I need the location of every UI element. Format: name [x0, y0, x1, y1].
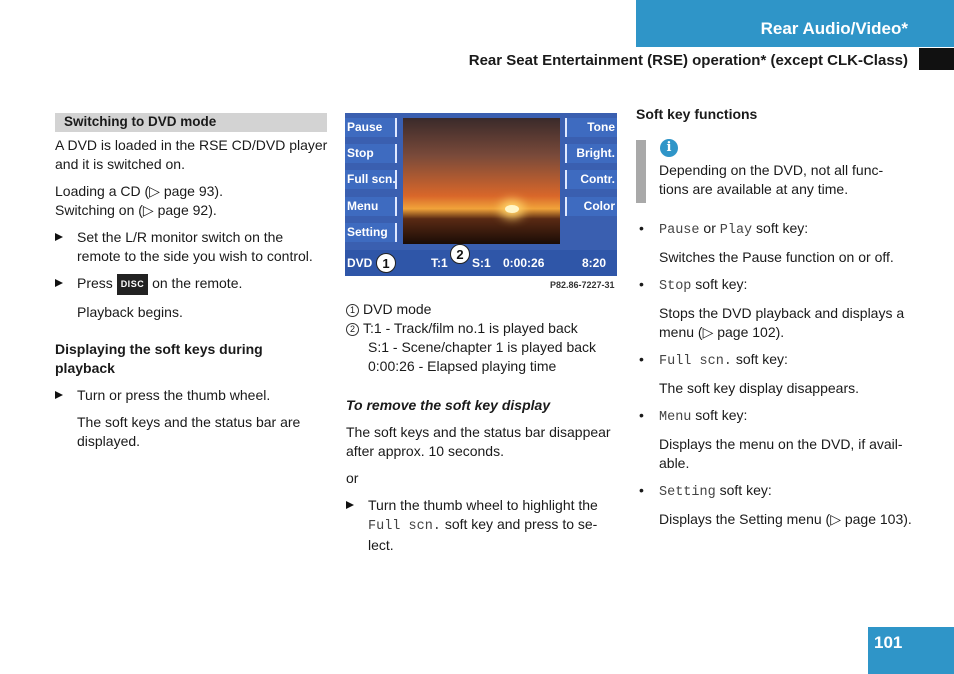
- step-thumb-wheel: Turn or press the thumb wheel.: [55, 386, 329, 405]
- list-item: • Menu soft key: Displays the menu on the DVD, if avail-able.: [639, 407, 903, 471]
- softkey-bright: Bright.: [565, 144, 617, 163]
- bullet-icon: •: [639, 276, 644, 292]
- softkey-color: Color: [565, 197, 617, 216]
- info-icon: i: [660, 139, 678, 157]
- list-item: • Full scn. soft key: The soft key display disappears.: [639, 351, 859, 396]
- section-title: Switching to DVD mode: [55, 113, 327, 132]
- step-arrow-icon: [346, 501, 354, 509]
- bullet-icon: •: [639, 407, 644, 423]
- loading-cd-ref: Loading a CD (▷ page 93).: [55, 183, 223, 199]
- list-item: • Stop soft key: Stops the DVD playback and displays a menu (▷ page 102).: [639, 276, 905, 340]
- legend-2: 2 T:1 - Track/film no.1 is played back: [346, 319, 618, 338]
- step-arrow-icon: [55, 233, 63, 241]
- softkey-setting: Setting: [345, 223, 397, 242]
- softkey-pause: Pause: [345, 118, 397, 137]
- legend-1: 1 DVD mode: [346, 300, 618, 319]
- switching-on-ref: Switching on (▷ page 92).: [55, 202, 217, 218]
- dvd-screen-image: [345, 113, 617, 276]
- intro-text: A DVD is loaded in the RSE CD/DVD player and it is switched on.: [55, 137, 328, 172]
- callout-2: 2: [450, 244, 470, 264]
- status-track: T:1: [431, 256, 448, 270]
- page-number: 101: [868, 627, 954, 674]
- remove-para: The soft keys and the status bar disappear after approx. 10 seconds.: [346, 424, 611, 459]
- page-subtitle: Rear Seat Entertainment (RSE) operation* (except CLK-Class): [468, 52, 908, 69]
- legend-2-line3: 0:00:26 - Elapsed playing time: [368, 358, 557, 374]
- bullet-icon: •: [639, 220, 644, 236]
- disc-key-icon: DISC: [117, 274, 149, 295]
- softkey-stop: Stop: [345, 144, 397, 163]
- list-item: • Pause or Play soft key: Switches the Pause function on or off.: [639, 220, 894, 265]
- softkey-contr: Contr.: [565, 170, 617, 189]
- heading-softkey-functions: Soft key functions: [636, 106, 758, 122]
- step-arrow-icon: [55, 279, 63, 287]
- legend-2-line2: S:1 - Scene/chapter 1 is played back: [368, 339, 597, 355]
- info-bar: [636, 140, 646, 203]
- sunset-picture: [403, 118, 560, 244]
- step-highlight-full-scn: Turn the thumb wheel to highlight the Full scn. soft key and press to se-lect.: [346, 496, 618, 555]
- list-item: • Setting soft key: Displays the Setting menu (▷ page 103).: [639, 482, 912, 527]
- status-elapsed: 0:00:26: [503, 256, 545, 270]
- status-mode: DVD: [347, 256, 373, 270]
- callout-1: 1: [376, 253, 396, 273]
- legend-number-1: 1: [346, 304, 359, 317]
- softkey-list: [637, 219, 917, 537]
- softkey-tone: Tone: [565, 118, 617, 137]
- info-text: Depending on the DVD, not all func-tions are available at any time.: [659, 162, 884, 197]
- middle-column: [346, 300, 618, 563]
- step-monitor-switch: Set the L/R monitor switch on the remote to the side you wish to control.: [55, 228, 329, 266]
- status-clock: 8:20: [582, 256, 607, 270]
- status-bar: [345, 247, 617, 276]
- heading-remove-softkeys: To remove the soft key display: [346, 397, 551, 413]
- bullet-icon: •: [639, 482, 644, 498]
- chapter-tab: Rear Audio/Video*: [636, 0, 954, 47]
- left-column: [55, 136, 329, 459]
- step-thumb-wheel-result: The soft keys and the status bar are displayed.: [77, 414, 301, 449]
- or-text: or: [346, 470, 359, 486]
- step-press-disc: Press DISC on the remote.: [55, 274, 329, 295]
- playback-begins: Playback begins.: [77, 304, 183, 320]
- softkey-full-scn: Full scn.: [345, 170, 397, 189]
- step-arrow-icon: [55, 391, 63, 399]
- softkey-menu: Menu: [345, 197, 397, 216]
- bullet-icon: •: [639, 351, 644, 367]
- status-scene: S:1: [472, 256, 491, 270]
- heading-display-softkeys: Displaying the soft keys during playback: [55, 341, 263, 376]
- legend-number-2: 2: [346, 323, 359, 336]
- image-code: P82.86-7227-31: [550, 280, 615, 290]
- header-marker: [919, 48, 954, 70]
